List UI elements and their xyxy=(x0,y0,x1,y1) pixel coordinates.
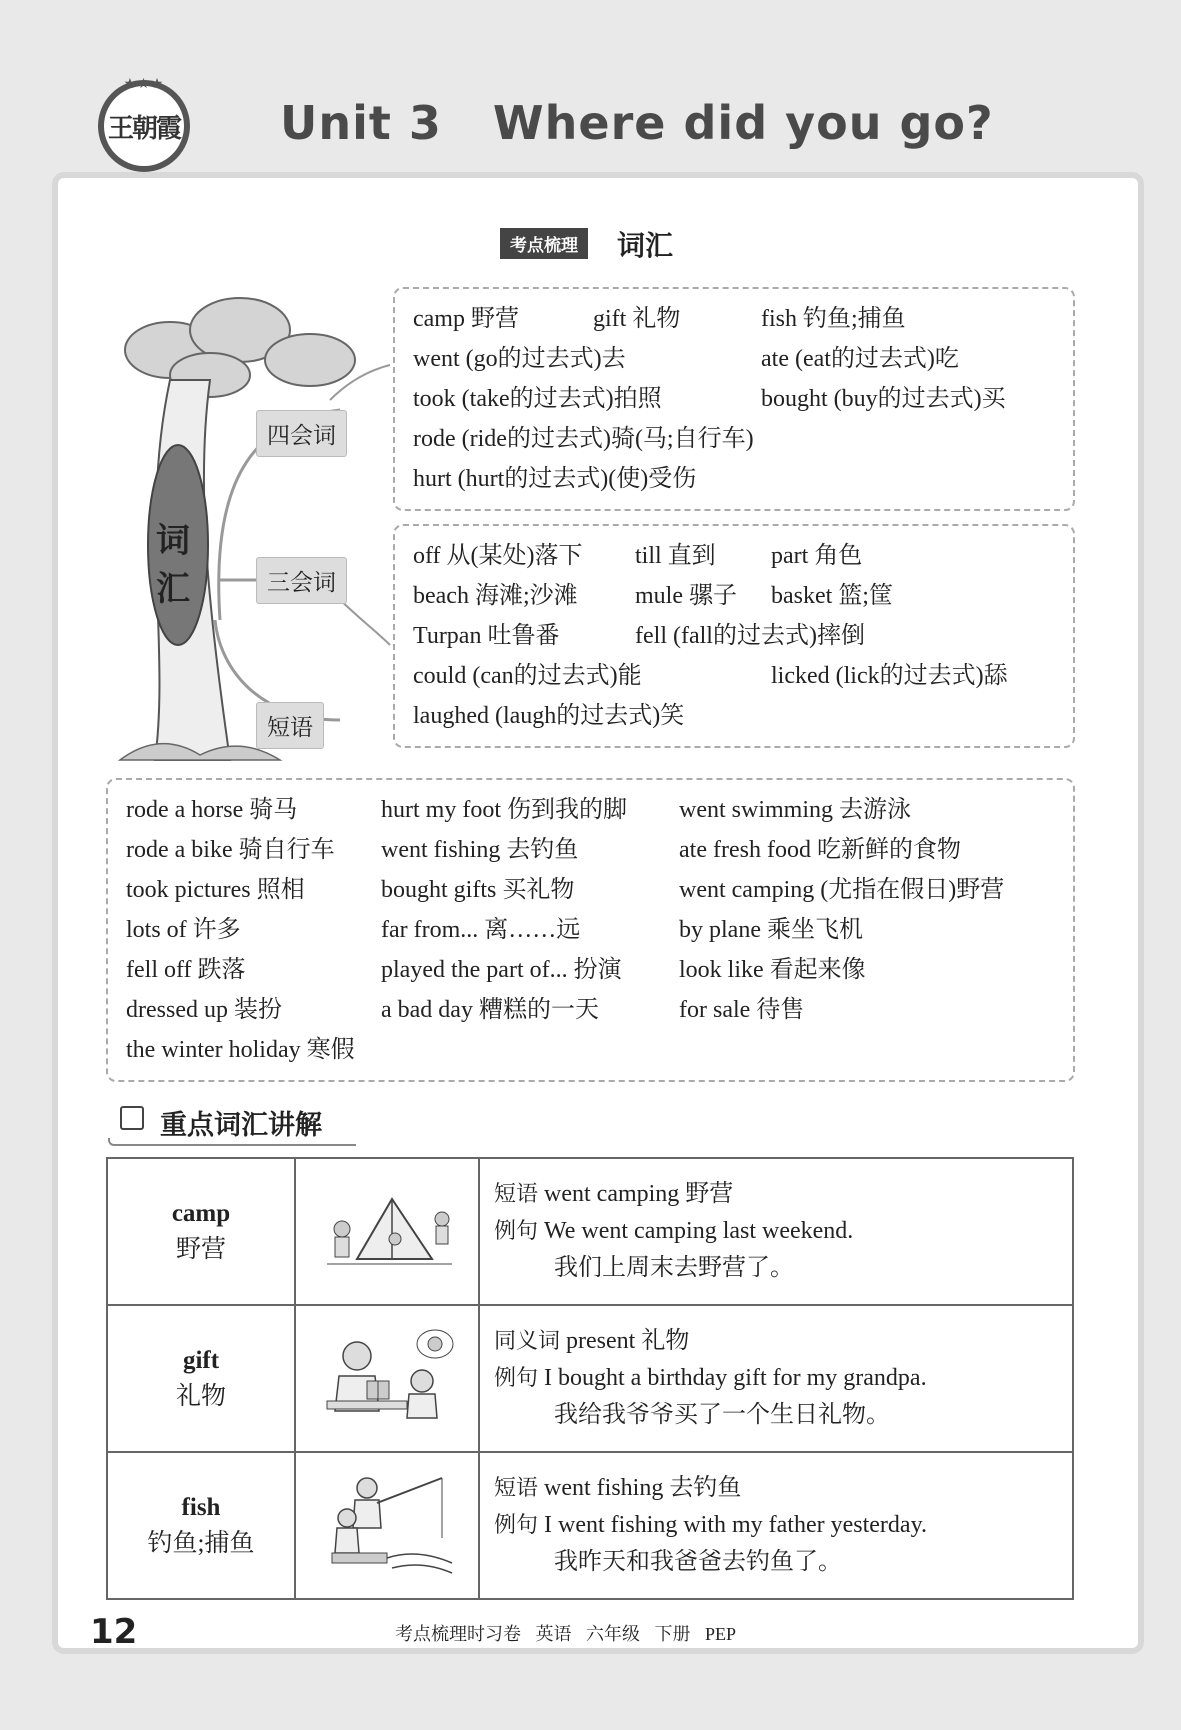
table-row xyxy=(107,1158,1073,1305)
phrase-item: went camping (尤指在假日)野营 xyxy=(679,877,1005,903)
phrase-item: dressed up 装扮 xyxy=(126,997,282,1023)
word-item: camp 野营 xyxy=(413,306,519,332)
phrase-item: look like 看起来像 xyxy=(679,957,866,983)
key-vocab-table xyxy=(106,1157,1074,1600)
tree-trunk-label: 词汇 xyxy=(156,523,190,608)
word-item: beach 海滩;沙滩 xyxy=(413,583,578,609)
phrase-item: rode a bike 骑自行车 xyxy=(126,837,335,863)
vocab-word: camp xyxy=(171,1199,231,1227)
example-sentence: I bought a birthday gift for my grandpa. xyxy=(544,1365,927,1391)
tree-illustration xyxy=(100,290,400,770)
word-item: bought (buy的过去式)买 xyxy=(761,386,1006,412)
word-item: fell (fall的过去式)摔倒 xyxy=(635,623,865,649)
example-sentence: We went camping last weekend. xyxy=(544,1218,854,1244)
logo-text: 王朝霞 xyxy=(107,113,180,144)
key-vocab-title: 重点词汇讲解 xyxy=(160,1110,322,1141)
word-item: till 直到 xyxy=(635,543,716,569)
vocab-word-cell xyxy=(107,1158,295,1305)
word-item: basket 篮;筐 xyxy=(771,583,893,609)
label-tag: 例句 xyxy=(494,1366,539,1391)
word-item: took (take的过去式)拍照 xyxy=(413,386,662,412)
phrase-item: the winter holiday 寒假 xyxy=(126,1037,355,1063)
phrase-item: played the part of... 扮演 xyxy=(381,957,622,983)
word-item: part 角色 xyxy=(771,543,863,569)
branch-label-four-skill: 四会词 xyxy=(256,410,347,457)
phrase-item: by plane 乘坐飞机 xyxy=(679,917,863,943)
phrase-item: far from... 离……远 xyxy=(381,917,581,943)
gift-illustration xyxy=(317,1326,457,1426)
phrase-item: lots of 许多 xyxy=(126,917,241,943)
fishing-illustration xyxy=(317,1468,457,1578)
vocab-desc-cell xyxy=(479,1158,1073,1305)
word-item: licked (lick的过去式)舔 xyxy=(771,663,1008,689)
phrase-line: went camping 野营 xyxy=(544,1181,734,1207)
vocab-picture-cell xyxy=(295,1158,479,1305)
phrase-line: went fishing 去钓鱼 xyxy=(544,1475,742,1501)
phrase-item: took pictures 照相 xyxy=(126,877,305,903)
word-item: went (go的过去式)去 xyxy=(413,346,626,372)
section-badge: 考点梳理 xyxy=(500,228,588,259)
vocab-word-cell xyxy=(107,1452,295,1599)
word-item: gift 礼物 xyxy=(593,306,681,332)
phrase-item: fell off 跌落 xyxy=(126,957,246,983)
vocab-word-cell xyxy=(107,1305,295,1452)
footer-text: 考点梳理时习卷 英语 六年级 下册 PEP xyxy=(395,1624,737,1644)
phrases-box xyxy=(106,778,1075,1082)
vocab-desc-cell xyxy=(479,1305,1073,1452)
label-tag: 同义词 xyxy=(494,1329,561,1354)
star-icon: ★★★ xyxy=(123,77,165,92)
word-item: laughed (laugh的过去式)笑 xyxy=(413,703,685,729)
four-skill-words-box xyxy=(393,287,1075,511)
phrase-item: went swimming 去游泳 xyxy=(679,797,911,823)
branch-label-three-skill: 三会词 xyxy=(256,557,347,604)
word-item: could (can的过去式)能 xyxy=(413,663,642,689)
branch-label-phrases: 短语 xyxy=(256,702,324,749)
vocab-picture-cell xyxy=(295,1452,479,1599)
three-skill-words-box xyxy=(393,524,1075,748)
example-sentence: I went fishing with my father yesterday. xyxy=(544,1512,928,1538)
vocab-meaning: 钓鱼;捕鱼 xyxy=(147,1529,255,1557)
phrase-item: rode a horse 骑马 xyxy=(126,797,298,823)
publisher-logo xyxy=(98,77,190,172)
label-tag: 短语 xyxy=(494,1476,539,1501)
unit-title: Unit 3 Where did you go? xyxy=(280,96,994,150)
word-item: rode (ride的过去式)骑(马;自行车) xyxy=(413,426,754,452)
word-item: hurt (hurt的过去式)(使)受伤 xyxy=(413,466,697,492)
word-item: fish 钓鱼;捕鱼 xyxy=(761,306,906,332)
vocab-picture-cell xyxy=(295,1305,479,1452)
phrase-item: ate fresh food 吃新鲜的食物 xyxy=(679,837,961,863)
table-row xyxy=(107,1452,1073,1599)
example-translation: 我昨天和我爸爸去钓鱼了。 xyxy=(554,1549,842,1575)
example-translation: 我们上周末去野营了。 xyxy=(554,1255,794,1281)
label-tag: 例句 xyxy=(494,1219,539,1244)
label-tag: 例句 xyxy=(494,1513,539,1538)
phrase-item: bought gifts 买礼物 xyxy=(381,877,575,903)
phrase-item: for sale 待售 xyxy=(679,997,805,1023)
calendar-icon xyxy=(120,1106,144,1130)
vocab-meaning: 野营 xyxy=(175,1235,226,1263)
word-item: mule 骡子 xyxy=(635,583,737,609)
phrase-item: went fishing 去钓鱼 xyxy=(381,837,579,863)
camping-illustration xyxy=(317,1184,457,1274)
word-item: ate (eat的过去式)吃 xyxy=(761,346,959,372)
table-row xyxy=(107,1305,1073,1452)
vocab-desc-cell xyxy=(479,1452,1073,1599)
vocab-word: gift xyxy=(182,1346,220,1374)
label-tag: 短语 xyxy=(494,1182,539,1207)
key-vocab-underline xyxy=(108,1138,356,1146)
example-translation: 我给我爷爷买了一个生日礼物。 xyxy=(554,1402,890,1428)
word-item: off 从(某处)落下 xyxy=(413,543,583,569)
vocab-meaning: 礼物 xyxy=(175,1382,226,1410)
word-item: Turpan 吐鲁番 xyxy=(413,623,560,649)
phrase-item: a bad day 糟糕的一天 xyxy=(381,997,599,1023)
page-number: 12 xyxy=(90,1612,138,1652)
section-title: 词汇 xyxy=(617,229,674,262)
vocab-word: fish xyxy=(181,1493,221,1521)
phrase-line: present 礼物 xyxy=(566,1328,690,1354)
phrase-item: hurt my foot 伤到我的脚 xyxy=(381,797,627,823)
